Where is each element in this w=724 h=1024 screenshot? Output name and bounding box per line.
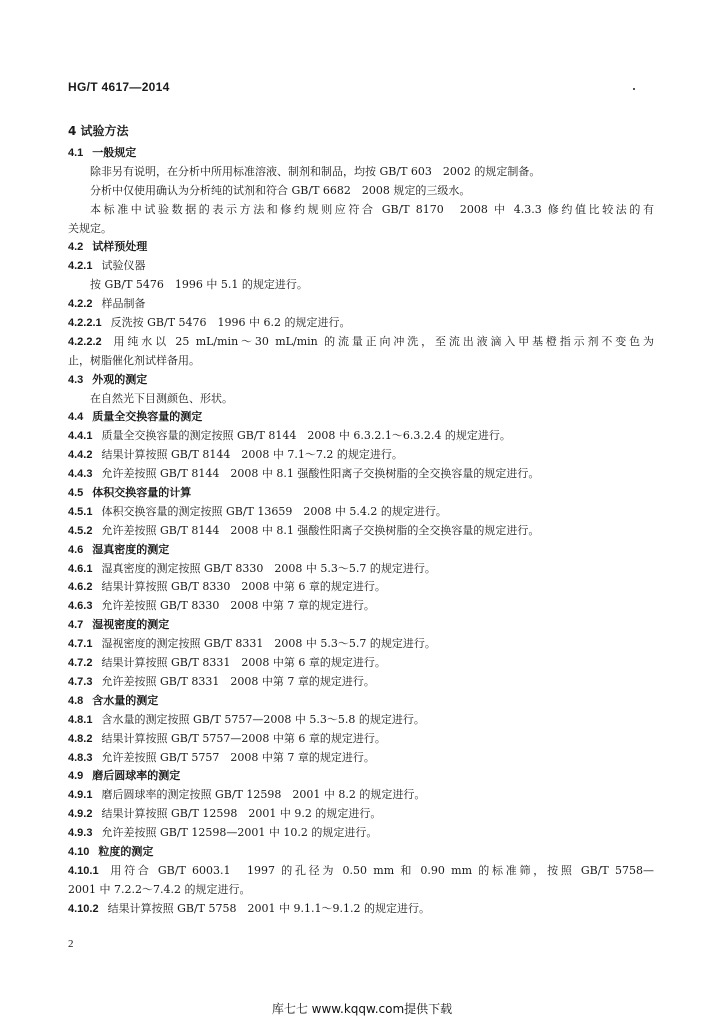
clause-line: [68, 673, 654, 692]
clause-heading: [68, 484, 654, 503]
clause-line: [68, 333, 654, 352]
clause-number: 4.6: [68, 543, 84, 556]
clause-line: [68, 824, 654, 843]
clause-heading: [68, 408, 654, 427]
clause-heading: [68, 371, 654, 390]
standard-id: HG/T 4617—2014: [68, 80, 170, 94]
clause-text: 体积交换容量的计算: [92, 486, 192, 500]
clause-text: 允许差按照 GB/T 5757 2008 中第 7 章的规定进行。: [101, 750, 375, 764]
clause-text: 允许差按照 GB/T 8331 2008 中第 7 章的规定进行。: [101, 674, 375, 688]
clause-number: 4.8: [68, 694, 84, 707]
clause-number: 4.5.1: [68, 505, 93, 518]
clause-line: [68, 257, 654, 276]
clause-text: 按 GB/T 5476 1996 中 5.1 的规定进行。: [90, 278, 308, 292]
continuation-line: [68, 220, 654, 239]
clause-line: [68, 295, 654, 314]
paragraph-line: [68, 201, 654, 220]
clause-heading: [68, 843, 654, 862]
clause-number: 4.7.3: [68, 675, 93, 688]
clause-text: 本标准中试验数据的表示方法和修约规则应符合 GB/T 8170 2008 中 4.3.3 修约值比较法的有: [90, 202, 654, 216]
clause-line: [68, 730, 654, 749]
clause-line: [68, 711, 654, 730]
clause-number: 4.1: [68, 147, 84, 159]
clause-heading: [68, 238, 654, 257]
clause-number: 4.9: [68, 770, 84, 783]
clause-text: 结果计算按照 GB/T 5758 2001 中 9.1.1～9.1.2 的规定进行。: [107, 901, 430, 915]
clause-text: 止，树脂催化剂试样备用。: [68, 353, 200, 367]
clause-text: 试样预处理: [92, 240, 148, 254]
clause-number: 4.9.2: [68, 808, 93, 821]
clause-number: 4.4: [68, 411, 84, 424]
clause-text: 体积交换容量的测定按照 GB/T 13659 2008 中 5.4.2 的规定进行。: [101, 504, 447, 518]
clause-text: 反洗按 GB/T 5476 1996 中 6.2 的规定进行。: [110, 316, 351, 330]
clause-text: 试验仪器: [101, 259, 146, 273]
clause-text: 含水量的测定: [92, 693, 159, 707]
clause-line: [68, 314, 654, 333]
clause-line: [68, 446, 654, 465]
clause-text: 粒度的测定: [98, 844, 154, 858]
clause-text: 湿视密度的测定按照 GB/T 8331 2008 中 5.3～5.7 的规定进行。: [101, 637, 436, 651]
clause-number: 4.10.2: [68, 902, 99, 915]
clause-number: 4.2.2: [68, 298, 93, 311]
clause-line: [68, 597, 654, 616]
clause-number: 4.2.1: [68, 260, 93, 273]
clause-line: [68, 503, 654, 522]
clause-text: 湿真密度的测定按照 GB/T 8330 2008 中 5.3～5.7 的规定进行。: [101, 561, 436, 575]
clause-text: 外观的测定: [92, 372, 148, 386]
clause-text: 样品制备: [101, 297, 146, 311]
clause-number: 4.5.2: [68, 524, 93, 537]
clause-number: 4.7: [68, 619, 84, 632]
clause-text: 除非另有说明，在分析中所用标准溶液、制剂和制品，均按 GB/T 603 2002 的规定制备。: [90, 164, 541, 178]
scan-speck: [633, 88, 635, 90]
clause-text: 允许差按照 GB/T 8144 2008 中 8.1 强酸性阳离子交换树脂的全交换容量的规定进行。: [101, 523, 540, 537]
clause-text: 结果计算按照 GB/T 8330 2008 中第 6 章的规定进行。: [101, 580, 386, 594]
paragraph-line: [68, 163, 654, 182]
clause-number: 4.8.1: [68, 713, 93, 726]
page-number: 2: [68, 938, 74, 950]
clause-number: 4.10.1: [68, 864, 99, 877]
clause-number: 4.10: [68, 845, 90, 858]
clause-text: 用符合 GB/T 6003.1 1997 的孔径为 0.50 mm 和 0.90 mm 的标准筛，按照 GB/T 5758—: [107, 863, 654, 877]
clause-text: 质量全交换容量的测定按照 GB/T 8144 2008 中 6.3.2.1～6.3.2.4 的规定进行。: [101, 429, 511, 443]
clause-number: 4.7.2: [68, 657, 93, 670]
clause-text: 结果计算按照 GB/T 8331 2008 中第 6 章的规定进行。: [101, 656, 386, 670]
clause-text: 分析中仅使用确认为分析纯的试剂和符合 GB/T 6682 2008 规定的三级水。: [90, 183, 471, 197]
paragraph-line: [68, 182, 654, 201]
clause-text: 磨后圆球率的测定按照 GB/T 12598 2001 中 8.2 的规定进行。: [101, 788, 426, 802]
clause-heading: [68, 616, 654, 635]
clause-text: 磨后圆球率的测定: [92, 769, 181, 783]
document-body: [68, 144, 654, 919]
clause-line: [68, 635, 654, 654]
clause-line: [68, 654, 654, 673]
clause-number: 4.2.2.1: [68, 317, 102, 330]
clause-text: 允许差按照 GB/T 8330 2008 中第 7 章的规定进行。: [101, 599, 375, 613]
clause-text: 一般规定: [92, 146, 137, 159]
clause-number: 4.4.3: [68, 468, 93, 481]
clause-number: 4.8.2: [68, 732, 93, 745]
clause-text: 质量全交换容量的测定: [92, 410, 203, 424]
clause-heading: [68, 144, 654, 163]
clause-number: 4.6.3: [68, 600, 93, 613]
clause-line: [68, 862, 654, 881]
clause-heading: [68, 692, 654, 711]
clause-text: 在自然光下目测颜色、形状。: [90, 391, 233, 405]
clause-line: [68, 427, 654, 446]
clause-text: 关规定。: [68, 221, 112, 235]
clause-text: 结果计算按照 GB/T 12598 2001 中 9.2 的规定进行。: [101, 807, 382, 821]
clause-text: 允许差按照 GB/T 8144 2008 中 8.1 强酸性阳离子交换树脂的全交换容量的规定进行。: [101, 467, 540, 481]
clause-heading: [68, 767, 654, 786]
clause-text: 允许差按照 GB/T 12598—2001 中 10.2 的规定进行。: [101, 826, 378, 840]
clause-number: 4.9.1: [68, 789, 93, 802]
clause-number: 4.4.2: [68, 449, 93, 462]
clause-text: 湿视密度的测定: [92, 618, 170, 632]
clause-number: 4.3: [68, 373, 84, 386]
clause-number: 4.2.2.2: [68, 335, 102, 348]
section-title: 4 试验方法: [68, 124, 129, 138]
continuation-line: [68, 352, 654, 371]
clause-number: 4.7.1: [68, 638, 93, 651]
clause-number: 4.6.2: [68, 581, 93, 594]
clause-number: 4.4.1: [68, 430, 93, 443]
clause-line: [68, 465, 654, 484]
clause-text: 用纯水以 25 mL/min～30 mL/min 的流量正向冲洗，至流出液滴入甲基橙指示剂不变色为: [110, 334, 654, 348]
download-footer: 库七七 www.kqqw.com提供下载: [271, 1002, 453, 1016]
paragraph-line: [68, 276, 654, 295]
paragraph-line: [68, 390, 654, 409]
clause-text: 2001 中 7.2.2～7.4.2 的规定进行。: [68, 882, 251, 896]
clause-text: 湿真密度的测定: [92, 542, 170, 556]
clause-text: 结果计算按照 GB/T 8144 2008 中 7.1～7.2 的规定进行。: [101, 448, 403, 462]
clause-text: 结果计算按照 GB/T 5757—2008 中第 6 章的规定进行。: [101, 731, 386, 745]
clause-number: 4.8.3: [68, 751, 93, 764]
clause-line: [68, 900, 654, 919]
clause-line: [68, 786, 654, 805]
clause-heading: [68, 541, 654, 560]
clause-number: 4.2: [68, 241, 84, 254]
clause-text: 含水量的测定按照 GB/T 5757—2008 中 5.3～5.8 的规定进行。: [101, 712, 425, 726]
continuation-line: [68, 881, 654, 900]
clause-line: [68, 805, 654, 824]
clause-number: 4.9.3: [68, 827, 93, 840]
clause-line: [68, 560, 654, 579]
clause-number: 4.6.1: [68, 562, 93, 575]
clause-line: [68, 522, 654, 541]
clause-line: [68, 749, 654, 768]
clause-number: 4.5: [68, 487, 84, 500]
clause-line: [68, 578, 654, 597]
